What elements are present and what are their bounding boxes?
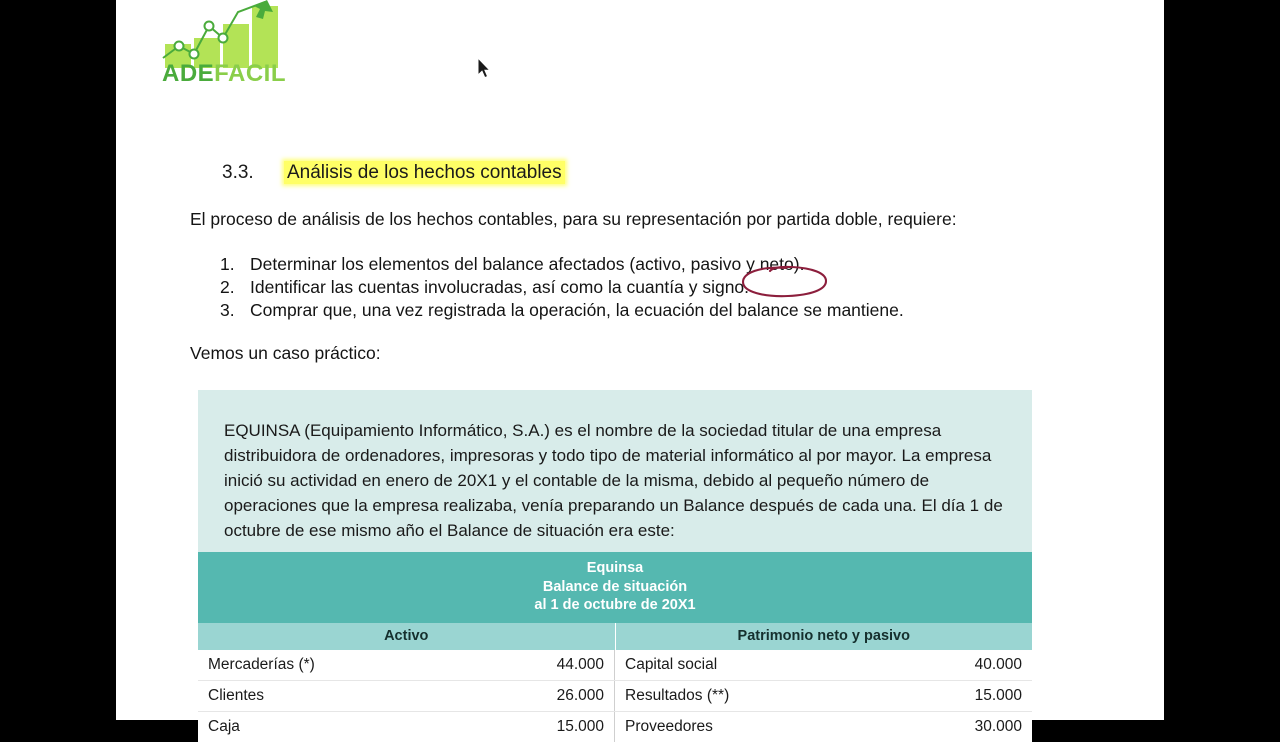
asset-name: Clientes — [198, 681, 476, 711]
section-title: Análisis de los hechos contables — [284, 161, 565, 184]
case-description-text: EQUINSA (Equipamiento Informático, S.A.) es el nombre de la sociedad titular de una empresa distribuidora de ordenadores, impresoras y todo tipo de material informático al por mayor. La empresa inició su actividad en enero de 20X1 y el contable de la misma, debido al pequeño número de operaciones que la empresa realizaba, venía preparando un Balance después de cada una. El día 1 de octubre de ese mismo año el Balance de situación era este: — [224, 421, 1003, 540]
list-item-label: Identificar las cuentas involucradas, así como la cuantía y signo. — [250, 277, 750, 297]
list-item-label: Comprar que, una vez registrada la operación, la ecuación del balance se mantiene. — [250, 300, 904, 320]
intro-paragraph: El proceso de análisis de los hechos contables, para su representación por partida doble, requiere: — [190, 209, 957, 229]
slide-page — [116, 0, 1164, 735]
liability-amount: 30.000 — [894, 712, 1032, 742]
list-item-label: Determinar los elementos del balance afectados (activo, pasivo y neto). — [250, 254, 805, 274]
liability-name: Resultados (**) — [615, 681, 894, 711]
logo-wordmark — [162, 62, 286, 86]
section-number: 3.3. — [222, 162, 254, 183]
case-description-box — [198, 390, 1032, 569]
table-row — [198, 680, 1032, 711]
table-title-row — [198, 552, 1032, 623]
list-item-number: 2. — [220, 277, 235, 297]
table-title-line-2: Balance de situación — [542, 578, 688, 595]
table-title-cell — [198, 552, 1032, 623]
asset-name: Caja — [198, 712, 476, 742]
list-item-number: 3. — [220, 300, 235, 320]
liability-amount: 15.000 — [894, 681, 1032, 711]
row-cell-group-liability-0 — [615, 650, 1032, 681]
column-header-activo: Activo — [198, 623, 615, 650]
list-item — [220, 253, 904, 276]
table-column-header-row — [198, 623, 1032, 650]
letterbox-bar-left — [0, 0, 116, 720]
table-title-line-3: al 1 de octubre de 20X1 — [534, 597, 696, 613]
row-cell-group-asset-2 — [198, 711, 615, 742]
case-intro-text: Vemos un caso práctico: — [190, 343, 381, 363]
list-item — [220, 299, 904, 322]
adefacil-logo — [161, 0, 291, 100]
row-cell-group-asset-0 — [198, 650, 615, 681]
liability-name: Proveedores — [615, 712, 894, 742]
table-row — [198, 650, 1032, 681]
asset-amount: 15.000 — [476, 712, 614, 742]
letterbox-bar-right — [1164, 0, 1280, 720]
asset-amount: 26.000 — [476, 681, 614, 711]
steps-list — [220, 253, 904, 322]
asset-name: Mercaderías (*) — [198, 650, 476, 680]
row-cell-group-liability-2 — [615, 711, 1032, 742]
column-header-patrimonio: Patrimonio neto y pasivo — [615, 623, 1032, 650]
logo-word-ade: ADE — [162, 60, 215, 87]
row-cell-group-liability-1 — [615, 680, 1032, 711]
section-heading — [222, 162, 565, 184]
liability-name: Capital social — [615, 650, 894, 680]
row-cell-group-asset-1 — [198, 680, 615, 711]
table-row — [198, 711, 1032, 742]
mouse-cursor-icon — [478, 58, 492, 80]
list-item — [220, 276, 904, 299]
logo-word-facil: FACIL — [214, 60, 286, 87]
liability-amount: 40.000 — [894, 650, 1032, 680]
asset-amount: 44.000 — [476, 650, 614, 680]
list-item-number: 1. — [220, 254, 235, 274]
table-title-line-1: Equinsa — [586, 560, 644, 576]
balance-sheet-table — [198, 552, 1032, 742]
